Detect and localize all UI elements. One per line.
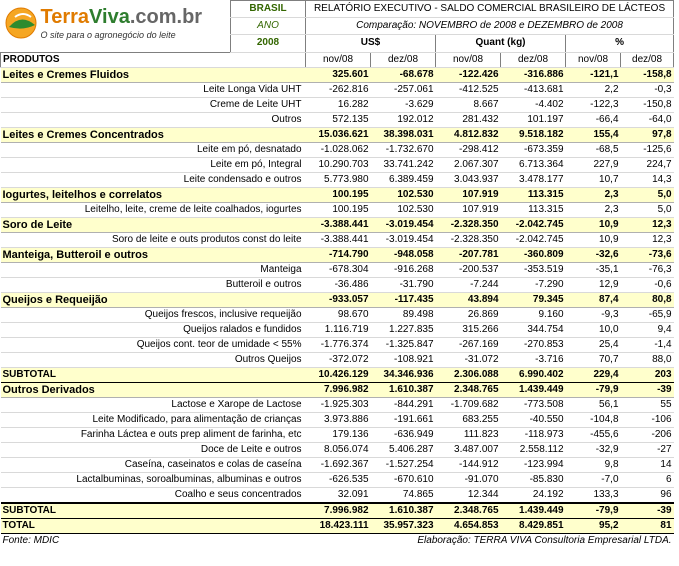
row-label: Soro de Leite <box>1 217 306 232</box>
row-value: 192.012 <box>371 112 436 127</box>
row-value: -31.790 <box>371 277 436 292</box>
row-value: 7.996.982 <box>306 382 371 397</box>
row-label: Outros Queijos <box>1 352 306 367</box>
table-row <box>1 352 674 367</box>
row-value: -413.681 <box>501 82 566 97</box>
row-value: -316.886 <box>501 67 566 82</box>
row-value: 14,3 <box>621 172 674 187</box>
row-value: 8.429.851 <box>501 518 566 533</box>
row-value: -1.732.670 <box>371 142 436 157</box>
row-value: -7,0 <box>566 472 621 487</box>
row-label: Creme de Leite UHT <box>1 97 306 112</box>
row-value: -636.949 <box>371 427 436 442</box>
row-value: -118.973 <box>501 427 566 442</box>
category-row <box>1 67 674 82</box>
row-value: 224,7 <box>621 157 674 172</box>
row-value: -1.925.303 <box>306 397 371 412</box>
row-value: 111.823 <box>436 427 501 442</box>
table-row <box>1 277 674 292</box>
row-value: -7.244 <box>436 277 501 292</box>
year-label: ANO <box>231 18 306 35</box>
row-value: 7.996.982 <box>306 503 371 519</box>
row-value: -844.291 <box>371 397 436 412</box>
row-value: 155,4 <box>566 127 621 142</box>
table-row <box>1 97 674 112</box>
row-value: -270.853 <box>501 337 566 352</box>
row-value: -298.412 <box>436 142 501 157</box>
row-value: -206 <box>621 427 674 442</box>
row-value: 6.389.459 <box>371 172 436 187</box>
row-value: -1.776.374 <box>306 337 371 352</box>
row-value: -3.388.441 <box>306 232 371 247</box>
row-value: 2.348.765 <box>436 382 501 397</box>
category-row <box>1 187 674 202</box>
row-value: -121,1 <box>566 67 621 82</box>
row-value: 12,9 <box>566 277 621 292</box>
row-value: -76,3 <box>621 262 674 277</box>
row-value: 5,0 <box>621 187 674 202</box>
row-value: 2.067.307 <box>436 157 501 172</box>
period-qty-dec: dez/08 <box>501 52 566 67</box>
row-value: 10,7 <box>566 172 621 187</box>
row-value: -73,6 <box>621 247 674 262</box>
row-value: -123.994 <box>501 457 566 472</box>
period-pct-nov: nov/08 <box>566 52 621 67</box>
row-value: 1.439.449 <box>501 382 566 397</box>
row-value: -32,6 <box>566 247 621 262</box>
row-value: 325.601 <box>306 67 371 82</box>
table-row <box>1 322 674 337</box>
row-value: -2.328.350 <box>436 217 501 232</box>
row-value: -191.661 <box>371 412 436 427</box>
row-value: 2,3 <box>566 202 621 217</box>
row-value: 10,0 <box>566 322 621 337</box>
row-value: 16.282 <box>306 97 371 112</box>
table-row <box>1 202 674 217</box>
row-value: 100.195 <box>306 187 371 202</box>
row-value: -144.912 <box>436 457 501 472</box>
row-label: Leite Modificado, para alimentação de crianças <box>1 412 306 427</box>
row-label: Queijos e Requeijão <box>1 292 306 307</box>
row-value: -104,8 <box>566 412 621 427</box>
row-value: 4.812.832 <box>436 127 501 142</box>
row-value: -66,4 <box>566 112 621 127</box>
row-value: -35,1 <box>566 262 621 277</box>
row-value: 203 <box>621 367 674 382</box>
row-label: Leite Longa Vida UHT <box>1 82 306 97</box>
credit-note: Elaboração: TERRA VIVA Consultoria Empresarial LTDA. <box>417 534 672 546</box>
table-row <box>1 457 674 472</box>
row-value: 10,9 <box>566 232 621 247</box>
row-value: 26.869 <box>436 307 501 322</box>
row-value: -262.816 <box>306 82 371 97</box>
period-usd-nov: nov/08 <box>306 52 371 67</box>
row-value: 8.667 <box>436 97 501 112</box>
row-value: 9.160 <box>501 307 566 322</box>
row-value: 1.439.449 <box>501 503 566 519</box>
row-label: Leite em pó, Integral <box>1 157 306 172</box>
table-row <box>1 412 674 427</box>
logo-wordmark: TerraViva.com.br <box>40 5 203 28</box>
total-row <box>1 518 674 533</box>
row-value: -79,9 <box>566 382 621 397</box>
row-value: 80,8 <box>621 292 674 307</box>
row-value: 43.894 <box>436 292 501 307</box>
row-value: -267.169 <box>436 337 501 352</box>
row-value: -0,6 <box>621 277 674 292</box>
row-value: 38.398.031 <box>371 127 436 142</box>
row-value: -916.268 <box>371 262 436 277</box>
row-value: 95,2 <box>566 518 621 533</box>
period-usd-dec: dez/08 <box>371 52 436 67</box>
row-value: 89.498 <box>371 307 436 322</box>
row-value: -39 <box>621 382 674 397</box>
row-value: 25,4 <box>566 337 621 352</box>
row-value: 315.266 <box>436 322 501 337</box>
row-value: 12,3 <box>621 232 674 247</box>
period-qty-nov: nov/08 <box>436 52 501 67</box>
row-value: -1.325.847 <box>371 337 436 352</box>
row-value: 56,1 <box>566 397 621 412</box>
row-value: 281.432 <box>436 112 501 127</box>
table-row <box>1 142 674 157</box>
row-label: Outros Derivados <box>1 382 306 397</box>
row-value: 100.195 <box>306 202 371 217</box>
row-value: 113.315 <box>501 187 566 202</box>
row-value: 74.865 <box>371 487 436 503</box>
row-value: -64,0 <box>621 112 674 127</box>
row-value: 6 <box>621 472 674 487</box>
row-label: Queijos ralados e fundidos <box>1 322 306 337</box>
row-value: -117.435 <box>371 292 436 307</box>
row-value: -1,4 <box>621 337 674 352</box>
row-value: 107.919 <box>436 202 501 217</box>
table-row <box>1 337 674 352</box>
row-value: -91.070 <box>436 472 501 487</box>
row-value: -670.610 <box>371 472 436 487</box>
row-value: 2,2 <box>566 82 621 97</box>
row-value: -31.072 <box>436 352 501 367</box>
row-value: -4.402 <box>501 97 566 112</box>
row-value: 15.036.621 <box>306 127 371 142</box>
row-label: Soro de leite e outs produtos const do leite <box>1 232 306 247</box>
row-label: SUBTOTAL <box>1 367 306 382</box>
row-value: -27 <box>621 442 674 457</box>
row-value: 102.530 <box>371 187 436 202</box>
row-value: -158,8 <box>621 67 674 82</box>
row-value: 5.406.287 <box>371 442 436 457</box>
row-value: -122,3 <box>566 97 621 112</box>
row-label: Farinha Láctea e outs prep aliment de farinha, etc <box>1 427 306 442</box>
table-row <box>1 112 674 127</box>
row-value: 133,3 <box>566 487 621 503</box>
row-value: 3.973.886 <box>306 412 371 427</box>
table-row <box>1 307 674 322</box>
row-label: Leites e Cremes Concentrados <box>1 127 306 142</box>
row-value: -455,6 <box>566 427 621 442</box>
row-value: 3.478.177 <box>501 172 566 187</box>
logo-tagline: O site para o agronegócio do leite <box>40 29 176 40</box>
row-value: -0,3 <box>621 82 674 97</box>
row-value: -68.678 <box>371 67 436 82</box>
row-value: 113.315 <box>501 202 566 217</box>
category-row <box>1 382 674 397</box>
table-row <box>1 82 674 97</box>
row-value: 227,9 <box>566 157 621 172</box>
row-value: 2,3 <box>566 187 621 202</box>
row-label: Lactalbuminas, soroalbuminas, albuminas e outros <box>1 472 306 487</box>
row-label: Butteroil e outros <box>1 277 306 292</box>
row-value: 2.348.765 <box>436 503 501 519</box>
row-value: -39 <box>621 503 674 519</box>
row-value: 3.487.007 <box>436 442 501 457</box>
row-value: 1.610.387 <box>371 503 436 519</box>
row-value: 12.344 <box>436 487 501 503</box>
row-label: Outros <box>1 112 306 127</box>
row-value: -3.388.441 <box>306 217 371 232</box>
row-label: Doce de Leite e outros <box>1 442 306 457</box>
row-value: 683.255 <box>436 412 501 427</box>
row-value: -948.058 <box>371 247 436 262</box>
col-qty: Quant (kg) <box>436 35 566 52</box>
row-value: 98.670 <box>306 307 371 322</box>
row-value: 5.773.980 <box>306 172 371 187</box>
row-value: -9,3 <box>566 307 621 322</box>
row-value: -150,8 <box>621 97 674 112</box>
row-value: 9.518.182 <box>501 127 566 142</box>
row-value: -1.527.254 <box>371 457 436 472</box>
col-pct: % <box>566 35 674 52</box>
terraviva-logo <box>1 1 231 53</box>
row-value: 55 <box>621 397 674 412</box>
row-label: Lactose e Xarope de Lactose <box>1 397 306 412</box>
row-label: Iogurtes, leitelhos e correlatos <box>1 187 306 202</box>
row-value: 4.654.853 <box>436 518 501 533</box>
row-label: Leites e Cremes Fluidos <box>1 67 306 82</box>
row-value: 96 <box>621 487 674 503</box>
row-value: 1.116.719 <box>306 322 371 337</box>
row-value: 1.610.387 <box>371 382 436 397</box>
row-value: 344.754 <box>501 322 566 337</box>
row-value: -36.486 <box>306 277 371 292</box>
row-value: 32.091 <box>306 487 371 503</box>
row-value: 1.227.835 <box>371 322 436 337</box>
footer-row <box>1 533 674 548</box>
row-value: 9,4 <box>621 322 674 337</box>
row-value: -1.028.062 <box>306 142 371 157</box>
row-value: 10.290.703 <box>306 157 371 172</box>
table-row <box>1 427 674 442</box>
row-value: 10.426.129 <box>306 367 371 382</box>
row-value: -2.328.350 <box>436 232 501 247</box>
row-value: 229,4 <box>566 367 621 382</box>
row-value: -714.790 <box>306 247 371 262</box>
row-label: SUBTOTAL <box>1 503 306 519</box>
row-value: -353.519 <box>501 262 566 277</box>
table-row <box>1 232 674 247</box>
row-label: TOTAL <box>1 518 306 533</box>
row-value: 87,4 <box>566 292 621 307</box>
table-row <box>1 397 674 412</box>
row-value: -32,9 <box>566 442 621 457</box>
row-value: -40.550 <box>501 412 566 427</box>
table-row <box>1 472 674 487</box>
row-value: -125,6 <box>621 142 674 157</box>
table-row <box>1 172 674 187</box>
row-label: Coalho e seus concentrados <box>1 487 306 503</box>
row-value: 9,8 <box>566 457 621 472</box>
row-value: 81 <box>621 518 674 533</box>
row-value: -7.290 <box>501 277 566 292</box>
row-value: -3.629 <box>371 97 436 112</box>
row-value: -412.525 <box>436 82 501 97</box>
category-row <box>1 247 674 262</box>
row-value: -65,9 <box>621 307 674 322</box>
row-label: Manteiga <box>1 262 306 277</box>
row-value: -678.304 <box>306 262 371 277</box>
table-row <box>1 442 674 457</box>
row-value: -626.535 <box>306 472 371 487</box>
row-value: -360.809 <box>501 247 566 262</box>
row-value: 179.136 <box>306 427 371 442</box>
row-label: Queijos cont. teor de umidade < 55% <box>1 337 306 352</box>
table-row <box>1 157 674 172</box>
row-label: Manteiga, Butteroil e outros <box>1 247 306 262</box>
row-value: -68,5 <box>566 142 621 157</box>
col-usd: US$ <box>306 35 436 52</box>
category-row <box>1 292 674 307</box>
row-value: -1.709.682 <box>436 397 501 412</box>
row-value: -773.508 <box>501 397 566 412</box>
row-value: 18.423.111 <box>306 518 371 533</box>
report-title: RELATÓRIO EXECUTIVO - SALDO COMERCIAL BRASILEIRO DE LÁCTEOS <box>306 1 674 18</box>
category-row <box>1 217 674 232</box>
row-value: 572.135 <box>306 112 371 127</box>
row-value: -106 <box>621 412 674 427</box>
row-value: -673.359 <box>501 142 566 157</box>
row-value: 10,9 <box>566 217 621 232</box>
row-value: -257.061 <box>371 82 436 97</box>
row-label: Leite em pó, desnatado <box>1 142 306 157</box>
row-value: -122.426 <box>436 67 501 82</box>
row-value: 12,3 <box>621 217 674 232</box>
row-value: 3.043.937 <box>436 172 501 187</box>
source-note: Fonte: MDIC <box>2 534 60 546</box>
row-value: 24.192 <box>501 487 566 503</box>
period-pct-dec: dez/08 <box>621 52 674 67</box>
row-value: -372.072 <box>306 352 371 367</box>
row-value: -108.921 <box>371 352 436 367</box>
products-header: PRODUTOS <box>1 52 306 67</box>
row-value: -85.830 <box>501 472 566 487</box>
total-row <box>1 503 674 519</box>
row-value: -2.042.745 <box>501 232 566 247</box>
row-value: 101.197 <box>501 112 566 127</box>
row-value: 14 <box>621 457 674 472</box>
row-value: 2.558.112 <box>501 442 566 457</box>
row-label: Leitelho, leite, creme de leite coalhados, iogurtes <box>1 202 306 217</box>
row-value: -207.781 <box>436 247 501 262</box>
row-value: -933.057 <box>306 292 371 307</box>
row-value: 33.741.242 <box>371 157 436 172</box>
row-value: 8.056.074 <box>306 442 371 457</box>
row-value: 34.346.936 <box>371 367 436 382</box>
row-label: Leite condensado e outros <box>1 172 306 187</box>
row-label: Queijos frescos, inclusive requeijão <box>1 307 306 322</box>
row-value: -3.716 <box>501 352 566 367</box>
row-value: 2.306.088 <box>436 367 501 382</box>
row-value: 107.919 <box>436 187 501 202</box>
row-value: 97,8 <box>621 127 674 142</box>
row-value: 88,0 <box>621 352 674 367</box>
row-value: 102.530 <box>371 202 436 217</box>
total-row <box>1 367 674 382</box>
year-value: 2008 <box>231 35 306 52</box>
row-label: Caseína, caseinatos e colas de caseína <box>1 457 306 472</box>
table-row <box>1 487 674 503</box>
category-row <box>1 127 674 142</box>
row-value: -200.537 <box>436 262 501 277</box>
row-value: -79,9 <box>566 503 621 519</box>
row-value: 5,0 <box>621 202 674 217</box>
row-value: 35.957.323 <box>371 518 436 533</box>
row-value: -3.019.454 <box>371 217 436 232</box>
row-value: 6.990.402 <box>501 367 566 382</box>
comparison-subtitle: Comparação: NOVEMBRO de 2008 e DEZEMBRO de 2008 <box>306 18 674 35</box>
table-row <box>1 262 674 277</box>
row-value: -3.019.454 <box>371 232 436 247</box>
row-value: 70,7 <box>566 352 621 367</box>
region-label: BRASIL <box>231 1 306 18</box>
row-value: 79.345 <box>501 292 566 307</box>
row-value: 6.713.364 <box>501 157 566 172</box>
row-value: -1.692.367 <box>306 457 371 472</box>
row-value: -2.042.745 <box>501 217 566 232</box>
